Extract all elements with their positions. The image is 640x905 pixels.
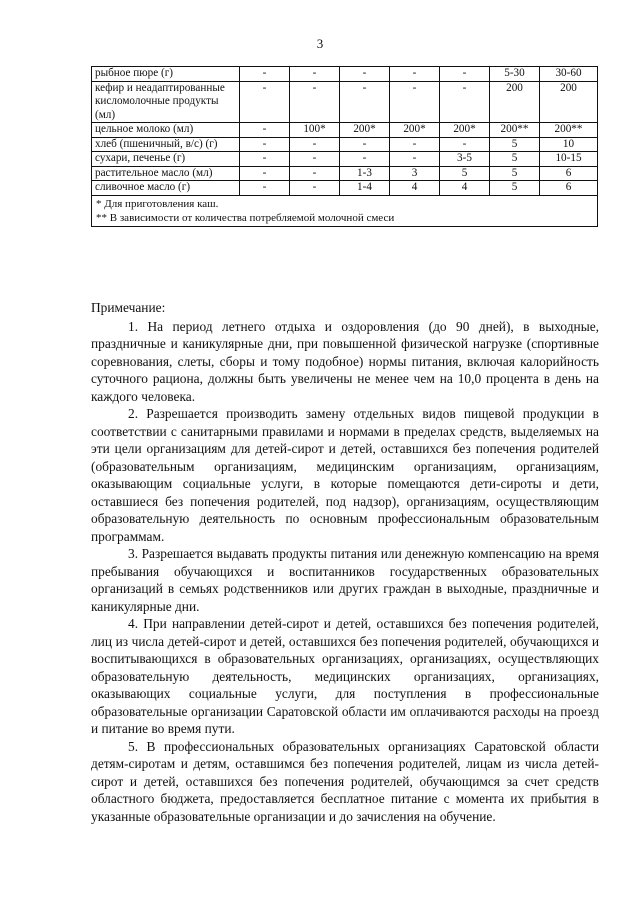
value-cell: 1-3 <box>340 166 390 181</box>
footnotes-row <box>92 195 598 226</box>
value-cell: - <box>240 152 290 167</box>
value-cell: 3-5 <box>440 152 490 167</box>
product-name-cell: хлеб (пшеничный, в/с) (г) <box>92 137 240 152</box>
note-paragraph-5: 5. В профессиональных образовательных организациях Саратовской области детям-сиротам и детям, оставшимся без попечения родителей, лицам из числа детей-сирот и детей, оставшихся без попечения родителей, обучающимся за счет средств областного бюджета, предоставляется бесплатное питание с момента их прибытия в указанные образовательные организации и до зачисления на обучение. <box>91 738 599 824</box>
ration-table <box>91 66 598 227</box>
value-cell: 4 <box>440 181 490 196</box>
value-cell: - <box>340 152 390 167</box>
value-cell: 200* <box>390 123 440 138</box>
value-cell: - <box>390 67 440 82</box>
value-cell: - <box>440 137 490 152</box>
value-cell: - <box>340 81 390 123</box>
table-row <box>92 152 598 167</box>
note-paragraph-1: 1. На период летнего отдыха и оздоровления (до 90 дней), в выходные, праздничные и каникулярные дни, при повышенной физической нагрузке (спортивные соревнования, слеты, сборы и тому подобное) нормы питания, включая калорийность суточного рациона, должны быть увеличены не менее чем на 10,0 процента в день на каждого человека. <box>91 318 599 404</box>
table-row <box>92 137 598 152</box>
table-row <box>92 81 598 123</box>
note-paragraph-2: 2. Разрешается производить замену отдельных видов пищевой продукции в соответствии с санитарными правилами и нормами в пределах средств, выделяемых на эти цели организациям для детей-сирот и детей, оставшихся без попечения родителей (образовательным организациям, медицинским организациям, организациям, оказывающим социальные услуги, в которые помещаются дети-сироты и дети, оставшиеся без попечения родителей, под надзор), организациям, осуществляющим образовательную деятельность по основным профессиональным образовательным программам. <box>91 406 599 544</box>
product-name-cell: рыбное пюре (г) <box>92 67 240 82</box>
table-row <box>92 67 598 82</box>
product-name-cell: растительное масло (мл) <box>92 166 240 181</box>
value-cell: 5 <box>440 166 490 181</box>
value-cell: 200 <box>540 81 598 123</box>
footnote-2: ** В зависимости от количества потребляемой молочной смеси <box>96 211 395 224</box>
page-number: 3 <box>316 36 324 51</box>
value-cell: 200* <box>440 123 490 138</box>
value-cell: 5 <box>490 166 540 181</box>
ration-table-body <box>92 67 598 196</box>
value-cell: - <box>240 137 290 152</box>
note-paragraph-3: 3. Разрешается выдавать продукты питания или денежную компенсацию на время пребывания обучающихся и воспитанников государственных образовательных организаций в семьях родственников или других граждан в выходные, праздничные и каникулярные дни. <box>91 546 599 614</box>
footnotes-cell <box>92 195 598 226</box>
value-cell: 6 <box>540 166 598 181</box>
value-cell: 200* <box>340 123 390 138</box>
value-cell: 10-15 <box>540 152 598 167</box>
value-cell: 6 <box>540 181 598 196</box>
value-cell: 200** <box>490 123 540 138</box>
value-cell: - <box>290 137 340 152</box>
value-cell: - <box>390 137 440 152</box>
value-cell: - <box>240 123 290 138</box>
value-cell: 1-4 <box>340 181 390 196</box>
value-cell: 100* <box>290 123 340 138</box>
value-cell: - <box>240 67 290 82</box>
value-cell: - <box>240 166 290 181</box>
product-name-cell: сухари, печенье (г) <box>92 152 240 167</box>
value-cell: - <box>390 81 440 123</box>
footnote-1: * Для приготовления каш. <box>96 197 219 210</box>
value-cell: - <box>290 67 340 82</box>
value-cell: 200 <box>490 81 540 123</box>
product-name-cell: цельное молоко (мл) <box>92 123 240 138</box>
value-cell: 30-60 <box>540 67 598 82</box>
value-cell: - <box>340 67 390 82</box>
value-cell: 200** <box>540 123 598 138</box>
value-cell: 4 <box>390 181 440 196</box>
value-cell: 10 <box>540 137 598 152</box>
value-cell: - <box>390 152 440 167</box>
value-cell: - <box>290 152 340 167</box>
table-row <box>92 123 598 138</box>
table-row <box>92 181 598 196</box>
table-row <box>92 166 598 181</box>
notes-heading: Примечание: <box>91 300 166 315</box>
product-name-cell: сливочное масло (г) <box>92 181 240 196</box>
product-name-cell: кефир и неадаптированные кисломолочные продукты (мл) <box>92 81 240 123</box>
value-cell: - <box>240 81 290 123</box>
value-cell: 5 <box>490 181 540 196</box>
value-cell: - <box>440 81 490 123</box>
value-cell: - <box>440 67 490 82</box>
value-cell: 3 <box>390 166 440 181</box>
value-cell: 5 <box>490 152 540 167</box>
value-cell: - <box>290 81 340 123</box>
value-cell: - <box>290 166 340 181</box>
value-cell: 5-30 <box>490 67 540 82</box>
value-cell: - <box>340 137 390 152</box>
value-cell: - <box>290 181 340 196</box>
value-cell: 5 <box>490 137 540 152</box>
value-cell: - <box>240 181 290 196</box>
notes-section <box>91 299 599 825</box>
note-paragraph-4: 4. При направлении детей-сирот и детей, оставшихся без попечения родителей, лиц из числа детей-сирот и детей, оставшихся без попечения родителей, обучающихся и воспитывающихся в образовательных организациях, организациях, осуществляющих образовательную деятельность, медицинских организациях, организациях, оказывающих социальные услуги, для поступления в профессиональные образовательные организации Саратовской области им оплачиваются расходы на проезд и питание во время пути. <box>91 616 599 736</box>
